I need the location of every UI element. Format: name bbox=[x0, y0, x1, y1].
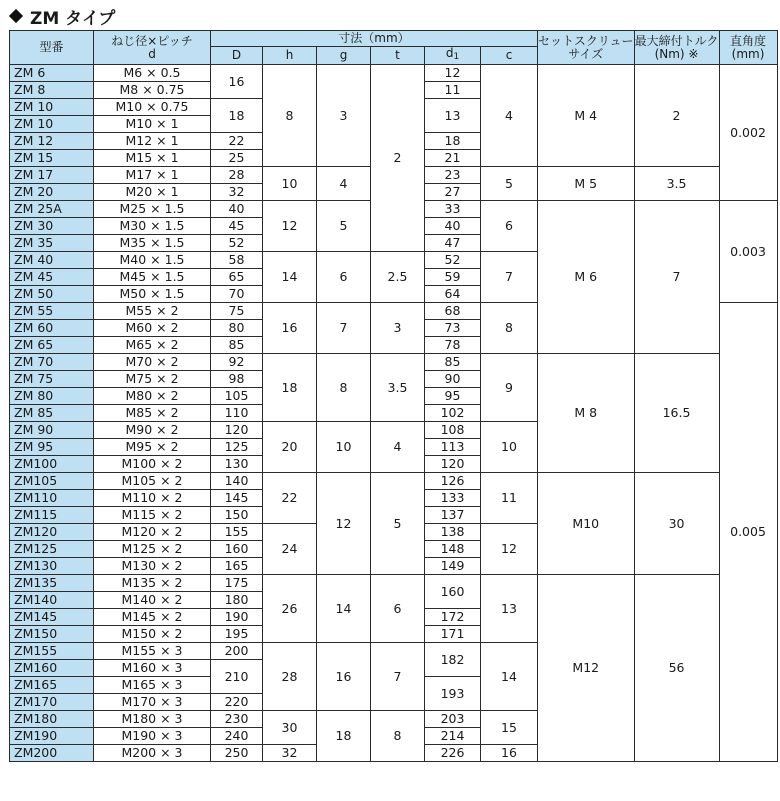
torque-cell: 3.5 bbox=[634, 167, 719, 201]
model-cell: ZM170 bbox=[10, 694, 94, 711]
model-cell: ZM 80 bbox=[10, 388, 94, 405]
t-cell: 3 bbox=[371, 303, 425, 354]
d1-cell: 95 bbox=[425, 388, 481, 405]
thread-cell: M50 × 1.5 bbox=[94, 286, 211, 303]
D-cell: 160 bbox=[211, 541, 263, 558]
model-cell: ZM 50 bbox=[10, 286, 94, 303]
d1-cell: 126 bbox=[425, 473, 481, 490]
thread-cell: M10 × 0.75 bbox=[94, 99, 211, 116]
D-cell: 16 bbox=[211, 65, 263, 99]
model-cell: ZM160 bbox=[10, 660, 94, 677]
set-screw-cell: M 6 bbox=[538, 201, 635, 354]
thread-cell: M8 × 0.75 bbox=[94, 82, 211, 99]
h-cell: 22 bbox=[263, 473, 317, 524]
d1-cell: 47 bbox=[425, 235, 481, 252]
header-set-screw-line2: サイズ bbox=[568, 46, 604, 61]
header-thread-line2: d bbox=[148, 46, 156, 61]
thread-cell: M115 × 2 bbox=[94, 507, 211, 524]
thread-cell: M140 × 2 bbox=[94, 592, 211, 609]
h-cell: 30 bbox=[263, 711, 317, 745]
header-torque bbox=[634, 31, 719, 65]
c-cell: 13 bbox=[481, 575, 538, 643]
g-cell: 8 bbox=[317, 354, 371, 422]
model-cell: ZM130 bbox=[10, 558, 94, 575]
g-cell: 18 bbox=[317, 711, 371, 762]
d1-cell: 13 bbox=[425, 99, 481, 133]
c-cell: 15 bbox=[481, 711, 538, 745]
D-cell: 98 bbox=[211, 371, 263, 388]
model-cell: ZM 10 bbox=[10, 99, 94, 116]
d1-cell: 11 bbox=[425, 82, 481, 99]
header-h: h bbox=[263, 47, 317, 65]
thread-cell: M120 × 2 bbox=[94, 524, 211, 541]
thread-cell: M130 × 2 bbox=[94, 558, 211, 575]
D-cell: 140 bbox=[211, 473, 263, 490]
g-cell: 4 bbox=[317, 167, 371, 201]
g-cell: 12 bbox=[317, 473, 371, 575]
model-cell: ZM 40 bbox=[10, 252, 94, 269]
h-cell: 14 bbox=[263, 252, 317, 303]
thread-cell: M25 × 1.5 bbox=[94, 201, 211, 218]
g-cell: 3 bbox=[317, 65, 371, 167]
model-cell: ZM125 bbox=[10, 541, 94, 558]
h-cell: 12 bbox=[263, 201, 317, 252]
table-row bbox=[10, 575, 778, 592]
d1-cell: 108 bbox=[425, 422, 481, 439]
model-cell: ZM180 bbox=[10, 711, 94, 728]
D-cell: 155 bbox=[211, 524, 263, 541]
header-perp-line1: 直角度 bbox=[730, 33, 767, 48]
D-cell: 52 bbox=[211, 235, 263, 252]
D-cell: 58 bbox=[211, 252, 263, 269]
D-cell: 145 bbox=[211, 490, 263, 507]
d1-cell: 18 bbox=[425, 133, 481, 150]
model-cell: ZM200 bbox=[10, 745, 94, 762]
c-cell: 16 bbox=[481, 745, 538, 762]
h-cell: 26 bbox=[263, 575, 317, 643]
model-cell: ZM150 bbox=[10, 626, 94, 643]
d1-cell: 214 bbox=[425, 728, 481, 745]
t-cell: 8 bbox=[371, 711, 425, 762]
model-cell: ZM 8 bbox=[10, 82, 94, 99]
perpendicularity-cell: 0.002 bbox=[719, 65, 777, 201]
model-cell: ZM 70 bbox=[10, 354, 94, 371]
thread-cell: M90 × 2 bbox=[94, 422, 211, 439]
d1-cell: 226 bbox=[425, 745, 481, 762]
model-cell: ZM155 bbox=[10, 643, 94, 660]
header-t: t bbox=[371, 47, 425, 65]
D-cell: 70 bbox=[211, 286, 263, 303]
g-cell: 5 bbox=[317, 201, 371, 252]
set-screw-cell: M 4 bbox=[538, 65, 635, 167]
header-D: D bbox=[211, 47, 263, 65]
d1-cell: 193 bbox=[425, 677, 481, 711]
perpendicularity-cell: 0.005 bbox=[719, 303, 777, 762]
thread-cell: M45 × 1.5 bbox=[94, 269, 211, 286]
thread-cell: M95 × 2 bbox=[94, 439, 211, 456]
D-cell: 190 bbox=[211, 609, 263, 626]
d1-cell: 120 bbox=[425, 456, 481, 473]
set-screw-cell: M10 bbox=[538, 473, 635, 575]
D-cell: 220 bbox=[211, 694, 263, 711]
D-cell: 22 bbox=[211, 133, 263, 150]
thread-cell: M80 × 2 bbox=[94, 388, 211, 405]
h-cell: 8 bbox=[263, 65, 317, 167]
d1-cell: 203 bbox=[425, 711, 481, 728]
D-cell: 125 bbox=[211, 439, 263, 456]
c-cell: 12 bbox=[481, 524, 538, 575]
torque-cell: 16.5 bbox=[634, 354, 719, 473]
model-cell: ZM 90 bbox=[10, 422, 94, 439]
header-g: g bbox=[317, 47, 371, 65]
D-cell: 130 bbox=[211, 456, 263, 473]
h-cell: 18 bbox=[263, 354, 317, 422]
table-row bbox=[10, 65, 778, 82]
d1-cell: 73 bbox=[425, 320, 481, 337]
c-cell: 7 bbox=[481, 252, 538, 303]
D-cell: 210 bbox=[211, 660, 263, 694]
torque-cell: 56 bbox=[634, 575, 719, 762]
D-cell: 75 bbox=[211, 303, 263, 320]
d1-cell: 171 bbox=[425, 626, 481, 643]
h-cell: 28 bbox=[263, 643, 317, 711]
c-cell: 10 bbox=[481, 422, 538, 473]
thread-cell: M180 × 3 bbox=[94, 711, 211, 728]
D-cell: 240 bbox=[211, 728, 263, 745]
header-set-screw bbox=[538, 31, 635, 65]
model-cell: ZM 17 bbox=[10, 167, 94, 184]
thread-cell: M65 × 2 bbox=[94, 337, 211, 354]
D-cell: 195 bbox=[211, 626, 263, 643]
model-cell: ZM110 bbox=[10, 490, 94, 507]
header-d1 bbox=[425, 47, 481, 65]
g-cell: 7 bbox=[317, 303, 371, 354]
c-cell: 11 bbox=[481, 473, 538, 524]
thread-cell: M70 × 2 bbox=[94, 354, 211, 371]
thread-cell: M110 × 2 bbox=[94, 490, 211, 507]
d1-cell: 52 bbox=[425, 252, 481, 269]
h-cell: 24 bbox=[263, 524, 317, 575]
d1-cell: 160 bbox=[425, 575, 481, 609]
thread-cell: M145 × 2 bbox=[94, 609, 211, 626]
c-cell: 8 bbox=[481, 303, 538, 354]
thread-cell: M170 × 3 bbox=[94, 694, 211, 711]
header-torque-line2: (Nm) ※ bbox=[654, 46, 699, 61]
D-cell: 18 bbox=[211, 99, 263, 133]
thread-cell: M60 × 2 bbox=[94, 320, 211, 337]
thread-cell: M165 × 3 bbox=[94, 677, 211, 694]
d1-cell: 149 bbox=[425, 558, 481, 575]
c-cell: 6 bbox=[481, 201, 538, 252]
thread-cell: M150 × 2 bbox=[94, 626, 211, 643]
perpendicularity-cell: 0.003 bbox=[719, 201, 777, 303]
D-cell: 165 bbox=[211, 558, 263, 575]
t-cell: 2 bbox=[371, 65, 425, 252]
c-cell: 4 bbox=[481, 65, 538, 167]
thread-cell: M17 × 1 bbox=[94, 167, 211, 184]
header-thread-line1: ねじ径×ピッチ bbox=[111, 33, 193, 48]
h-cell: 16 bbox=[263, 303, 317, 354]
model-cell: ZM 6 bbox=[10, 65, 94, 82]
thread-cell: M35 × 1.5 bbox=[94, 235, 211, 252]
model-cell: ZM 65 bbox=[10, 337, 94, 354]
h-cell: 20 bbox=[263, 422, 317, 473]
header-perpendicularity bbox=[719, 31, 777, 65]
t-cell: 2.5 bbox=[371, 252, 425, 303]
thread-cell: M10 × 1 bbox=[94, 116, 211, 133]
D-cell: 92 bbox=[211, 354, 263, 371]
header-dimensions: 寸法（mm） bbox=[211, 31, 538, 47]
model-cell: ZM 10 bbox=[10, 116, 94, 133]
D-cell: 65 bbox=[211, 269, 263, 286]
model-cell: ZM 15 bbox=[10, 150, 94, 167]
D-cell: 150 bbox=[211, 507, 263, 524]
t-cell: 5 bbox=[371, 473, 425, 575]
header-perp-line2: (mm) bbox=[731, 46, 765, 61]
section-title bbox=[8, 4, 115, 28]
model-cell: ZM 25A bbox=[10, 201, 94, 218]
d1-cell: 12 bbox=[425, 65, 481, 82]
d1-cell: 68 bbox=[425, 303, 481, 320]
torque-cell: 2 bbox=[634, 65, 719, 167]
thread-cell: M85 × 2 bbox=[94, 405, 211, 422]
d1-cell: 137 bbox=[425, 507, 481, 524]
model-cell: ZM140 bbox=[10, 592, 94, 609]
thread-cell: M75 × 2 bbox=[94, 371, 211, 388]
model-cell: ZM 75 bbox=[10, 371, 94, 388]
torque-cell: 7 bbox=[634, 201, 719, 354]
D-cell: 25 bbox=[211, 150, 263, 167]
d1-cell: 113 bbox=[425, 439, 481, 456]
d1-cell: 85 bbox=[425, 354, 481, 371]
header-set-screw-line1: セットスクリュー bbox=[538, 33, 634, 48]
c-cell: 5 bbox=[481, 167, 538, 201]
thread-cell: M40 × 1.5 bbox=[94, 252, 211, 269]
model-cell: ZM115 bbox=[10, 507, 94, 524]
thread-cell: M155 × 3 bbox=[94, 643, 211, 660]
table-row bbox=[10, 473, 778, 490]
d1-cell: 182 bbox=[425, 643, 481, 677]
header-d1-letter: d bbox=[445, 46, 454, 60]
g-cell: 6 bbox=[317, 252, 371, 303]
set-screw-cell: M12 bbox=[538, 575, 635, 762]
d1-cell: 172 bbox=[425, 609, 481, 626]
diamond-bullet-icon bbox=[9, 9, 23, 23]
thread-cell: M105 × 2 bbox=[94, 473, 211, 490]
d1-cell: 148 bbox=[425, 541, 481, 558]
g-cell: 16 bbox=[317, 643, 371, 711]
d1-cell: 64 bbox=[425, 286, 481, 303]
model-cell: ZM 35 bbox=[10, 235, 94, 252]
c-cell: 9 bbox=[481, 354, 538, 422]
thread-cell: M30 × 1.5 bbox=[94, 218, 211, 235]
D-cell: 32 bbox=[211, 184, 263, 201]
D-cell: 28 bbox=[211, 167, 263, 184]
D-cell: 230 bbox=[211, 711, 263, 728]
model-cell: ZM 95 bbox=[10, 439, 94, 456]
d1-cell: 133 bbox=[425, 490, 481, 507]
D-cell: 120 bbox=[211, 422, 263, 439]
thread-cell: M6 × 0.5 bbox=[94, 65, 211, 82]
h-cell: 10 bbox=[263, 167, 317, 201]
d1-cell: 102 bbox=[425, 405, 481, 422]
D-cell: 85 bbox=[211, 337, 263, 354]
thread-cell: M55 × 2 bbox=[94, 303, 211, 320]
t-cell: 4 bbox=[371, 422, 425, 473]
d1-cell: 138 bbox=[425, 524, 481, 541]
model-cell: ZM 20 bbox=[10, 184, 94, 201]
thread-cell: M190 × 3 bbox=[94, 728, 211, 745]
model-cell: ZM 45 bbox=[10, 269, 94, 286]
t-cell: 7 bbox=[371, 643, 425, 711]
set-screw-cell: M 8 bbox=[538, 354, 635, 473]
model-cell: ZM 12 bbox=[10, 133, 94, 150]
thread-cell: M135 × 2 bbox=[94, 575, 211, 592]
D-cell: 180 bbox=[211, 592, 263, 609]
D-cell: 45 bbox=[211, 218, 263, 235]
table-row bbox=[10, 354, 778, 371]
model-cell: ZM165 bbox=[10, 677, 94, 694]
g-cell: 14 bbox=[317, 575, 371, 643]
thread-cell: M20 × 1 bbox=[94, 184, 211, 201]
c-cell: 14 bbox=[481, 643, 538, 711]
D-cell: 110 bbox=[211, 405, 263, 422]
model-cell: ZM190 bbox=[10, 728, 94, 745]
d1-cell: 23 bbox=[425, 167, 481, 184]
model-cell: ZM145 bbox=[10, 609, 94, 626]
spec-table bbox=[9, 30, 778, 762]
header-thread bbox=[94, 31, 211, 65]
d1-cell: 21 bbox=[425, 150, 481, 167]
thread-cell: M15 × 1 bbox=[94, 150, 211, 167]
d1-cell: 40 bbox=[425, 218, 481, 235]
model-cell: ZM 30 bbox=[10, 218, 94, 235]
header-d1-sub: 1 bbox=[453, 52, 460, 62]
D-cell: 40 bbox=[211, 201, 263, 218]
D-cell: 80 bbox=[211, 320, 263, 337]
h-cell: 32 bbox=[263, 745, 317, 762]
model-cell: ZM120 bbox=[10, 524, 94, 541]
header-torque-line1: 最大締付トルク bbox=[634, 33, 719, 48]
D-cell: 200 bbox=[211, 643, 263, 660]
model-cell: ZM135 bbox=[10, 575, 94, 592]
model-cell: ZM105 bbox=[10, 473, 94, 490]
d1-cell: 78 bbox=[425, 337, 481, 354]
header-model: 型番 bbox=[10, 31, 94, 65]
d1-cell: 33 bbox=[425, 201, 481, 218]
g-cell: 10 bbox=[317, 422, 371, 473]
header-c: c bbox=[481, 47, 538, 65]
d1-cell: 27 bbox=[425, 184, 481, 201]
thread-cell: M100 × 2 bbox=[94, 456, 211, 473]
model-cell: ZM100 bbox=[10, 456, 94, 473]
d1-cell: 90 bbox=[425, 371, 481, 388]
set-screw-cell: M 5 bbox=[538, 167, 635, 201]
thread-cell: M200 × 3 bbox=[94, 745, 211, 762]
d1-cell: 59 bbox=[425, 269, 481, 286]
t-cell: 6 bbox=[371, 575, 425, 643]
model-cell: ZM 85 bbox=[10, 405, 94, 422]
torque-cell: 30 bbox=[634, 473, 719, 575]
section-title-text: ZM タイプ bbox=[30, 8, 116, 29]
D-cell: 250 bbox=[211, 745, 263, 762]
D-cell: 105 bbox=[211, 388, 263, 405]
thread-cell: M125 × 2 bbox=[94, 541, 211, 558]
thread-cell: M12 × 1 bbox=[94, 133, 211, 150]
D-cell: 175 bbox=[211, 575, 263, 592]
model-cell: ZM 55 bbox=[10, 303, 94, 320]
model-cell: ZM 60 bbox=[10, 320, 94, 337]
thread-cell: M160 × 3 bbox=[94, 660, 211, 677]
t-cell: 3.5 bbox=[371, 354, 425, 422]
